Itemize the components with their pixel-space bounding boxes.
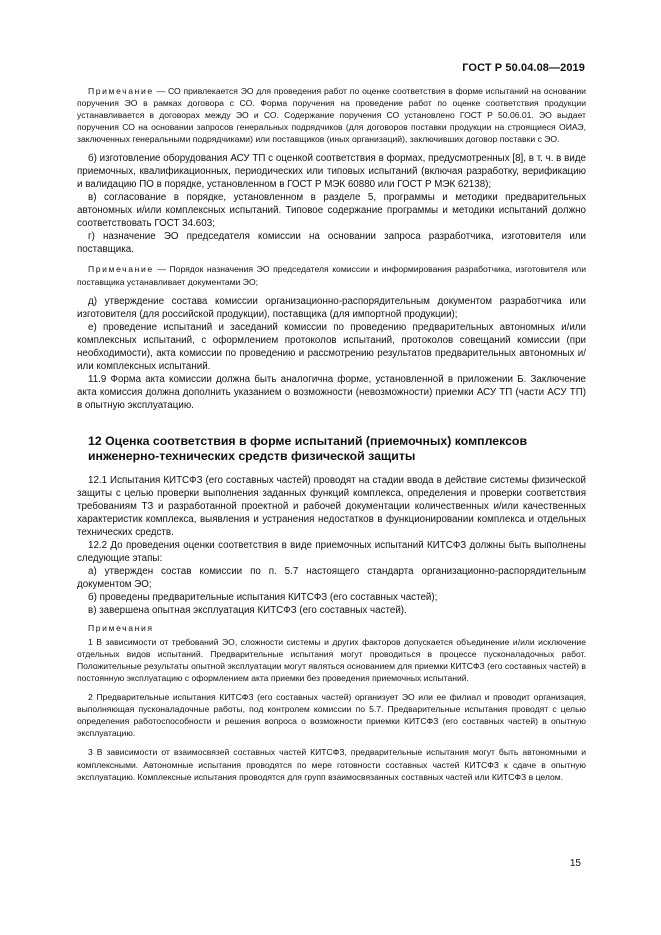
section-heading: 12 Оценка соответствия в форме испытаний (приемочных) комплексов инженерно-технических средств физической защиты [88, 433, 528, 464]
notes-title: Примечания [88, 622, 154, 633]
list-item-a: а) утвержден состав комиссии по п. 5.7 настоящего стандарта организационно-распорядительным документом ЭО; [77, 565, 586, 590]
note-item: 2 Предварительные испытания КИТСФЗ (его составных частей) организует ЭО или ее филиал и проводит организация, выполняющая пусконаладочные работы, под контролем комиссии по 5.7. Предварительные испытания проводят с целью определения работоспособности и решения вопроса о возможности приемки КИТСФЗ (его составных частей) в опытную эксплуатацию. [77, 692, 586, 739]
note-item: 1 В зависимости от требований ЭО, сложности системы и других факторов допускается объединение и/или исключение отдельных видов испытаний. Предварительные испытания могут проводиться в процессе пусконаладочных работ. Положительные результаты опытной эксплуатации могут являться основанием для приемки КИТСФЗ (его составных частей) в постоянную эксплуатацию с оформлением акта приемки без проведения приемочных испытаний. [77, 636, 586, 683]
page-content [77, 85, 586, 790]
clause-12-1: 12.1 Испытания КИТСФЗ (его составных частей) проводят на стадии ввода в действие системы физической защиты с целью проверки выполнения заданных функций комплекса, определения и проверки соответствия требованиям ТЗ и разработанной проектной и рабочей документации количественных и/или качественных характеристик комплекса, выявления и устранения недостатков в функционировании комплекса и отдельных технических средств. [77, 474, 586, 538]
note-paragraph [77, 263, 586, 287]
note-label: Примечание [88, 264, 154, 275]
clause-11-9: 11.9 Форма акта комиссии должна быть аналогична форме, установленной в приложении Б. Заключение акта комиссия должна дополнить указанием о возможности (невозможности) приемки АСУ ТП (части АСУ ТП) в опытную эксплуатацию. [77, 373, 586, 411]
clause-12-2: 12.2 До проведения оценки соответствия в виде приемочных испытаний КИТСФЗ должны быть выполнены следующие этапы: [77, 539, 586, 564]
list-item-v: в) завершена опытная эксплуатация КИТСФЗ (его составных частей). [88, 604, 407, 616]
note-paragraph [77, 85, 586, 145]
list-item-d: д) утверждение состава комиссии организационно-распорядительным документом разработчика или изготовителя (для российской продукции), поставщика (для импортной продукции); [77, 295, 586, 320]
note-item: 3 В зависимости от взаимосвязей составных частей КИТСФЗ, предварительные испытания могут быть автономными и комплексными. Автономные испытания проводятся по мере готовности составных частей КИТСФЗ к сдаче в опытную эксплуатацию. Комплексные испытания проводятся для групп взаимосвязанных составных частей или КИТСФЗ в целом. [77, 747, 586, 782]
list-item-b: б) изготовление оборудования АСУ ТП с оценкой соответствия в формах, предусмотренных [8], в т. ч. в виде приемочных, квалификационных, периодических или типовых испытаний (включая разработку, верификацию и валидацию ПО в порядке, установленном в ГОСТ Р МЭК 60880 или ГОСТ Р МЭК 62138); [77, 153, 586, 191]
page-number: 15 [569, 858, 581, 869]
list-item-e: е) проведение испытаний и заседаний комиссии по проведению предварительных автономных и/или комплексных испытаний, с оформлением протоколов испытаний, протоколов совещаний комиссии (при необходимости), акта комиссии по проведению и рассмотрению результатов предварительных автономных и/или комплексных испытаний. [77, 321, 586, 372]
document-code: ГОСТ Р 50.04.08—2019 [462, 62, 585, 74]
note-text: — СО привлекается ЭО для проведения работ по оценке соответствия в форме испытаний на основании поручения ЭО в рамках договора с СО. Форма поручения на проведение работ по оценке соответствия продукции устанавливается в договорах между ЭО и СО. Содержание поручения СО установлено ГОСТ Р 50.06.01. ЭО выдает поручения СО на основании запросов генеральных подрядчиков (для договоров поставки продукции на строящиеся ОИАЭ, заключенных генеральными подрядчиками) или поставщиков (иных организаций), заключивших договор поставки с ЭО. [77, 86, 586, 145]
list-item-b: б) проведены предварительные испытания КИТСФЗ (его составных частей); [88, 591, 438, 603]
list-item-g: г) назначение ЭО председателя комиссии на основании запроса разработчика, изготовителя или поставщика. [77, 231, 586, 256]
list-item-v: в) согласование в порядке, установленном в разделе 5, программы и методики предварительных автономных и/или комплексных испытаний. Типовое содержание программы и методики испытаний должно соответствовать ГОСТ 34.603; [77, 192, 586, 230]
note-label: Примечание [88, 86, 154, 96]
note-text: — Порядок назначения ЭО председателя комиссии и информирования разработчика, изготовителя или поставщика устанавливает документами ЭО; [77, 264, 586, 287]
